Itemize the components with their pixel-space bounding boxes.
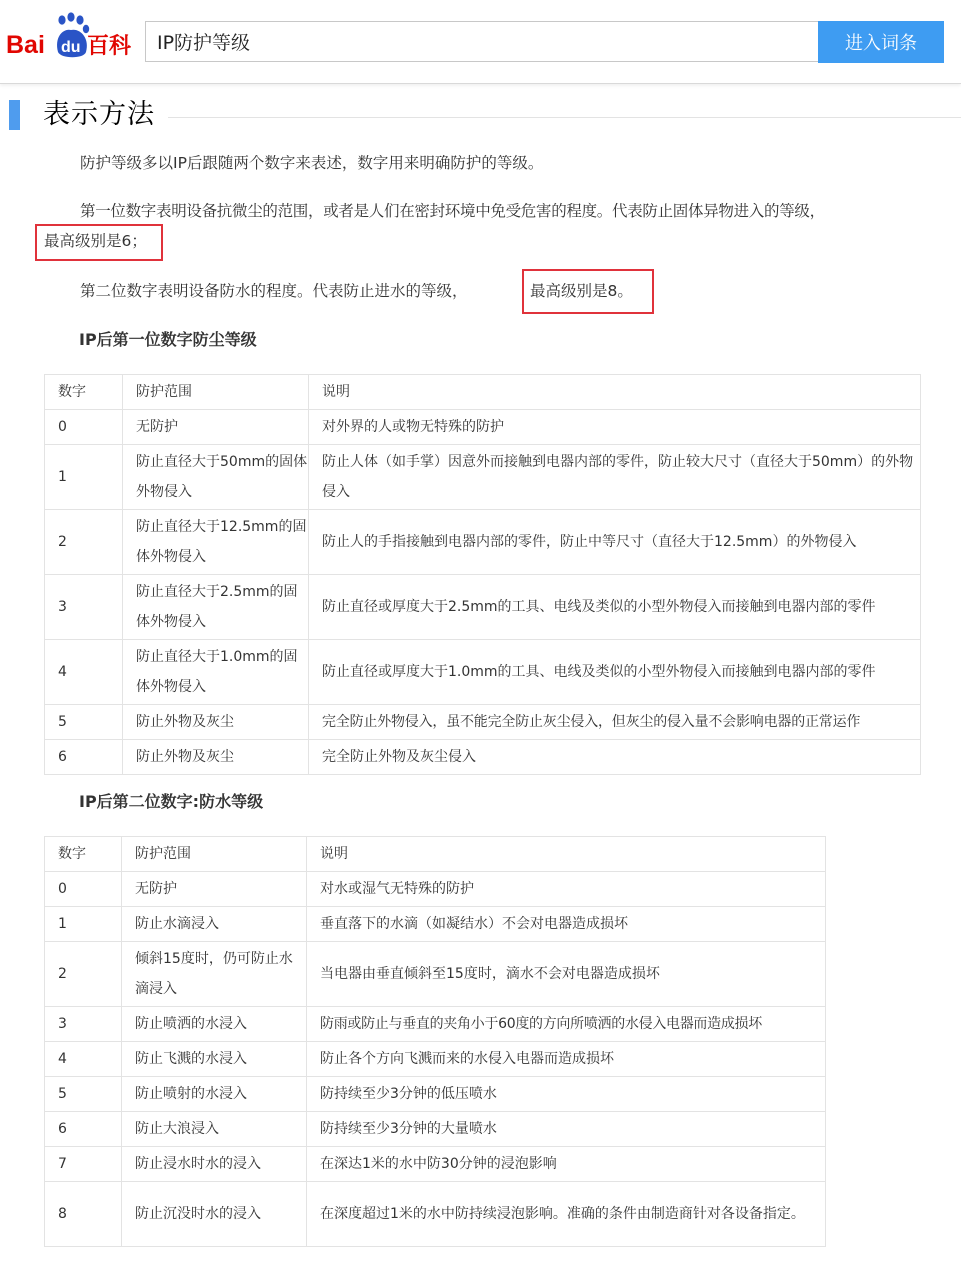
table-row bbox=[45, 510, 921, 575]
search-input[interactable] bbox=[146, 22, 818, 61]
cell-range: 防止大浪浸入 bbox=[122, 1112, 307, 1147]
cell-number: 3 bbox=[45, 575, 123, 640]
column-header-range: 防护范围 bbox=[122, 837, 307, 872]
paragraph-second-digit: 第二位数字表明设备防水的程度。代表防止进水的等级， bbox=[80, 282, 468, 300]
table-row bbox=[45, 1007, 826, 1042]
cell-desc: 对水或湿气无特殊的防护 bbox=[307, 872, 826, 907]
cell-range: 无防护 bbox=[123, 410, 309, 445]
svg-text:百科: 百科 bbox=[87, 34, 132, 59]
baidu-paw-icon bbox=[6, 12, 136, 62]
cell-number: 5 bbox=[45, 1077, 122, 1112]
cell-desc: 对外界的人或物无特殊的防护 bbox=[309, 410, 921, 445]
table-row bbox=[45, 942, 826, 1007]
cell-number: 2 bbox=[45, 510, 123, 575]
cell-number: 6 bbox=[45, 740, 123, 775]
table-row bbox=[45, 1077, 826, 1112]
table-row bbox=[45, 705, 921, 740]
cell-desc: 垂直落下的水滴（如凝结水）不会对电器造成损坏 bbox=[307, 907, 826, 942]
cell-desc: 防持续至少3分钟的低压喷水 bbox=[307, 1077, 826, 1112]
search-box bbox=[145, 21, 818, 62]
table-row bbox=[45, 907, 826, 942]
table-row bbox=[45, 1042, 826, 1077]
column-header-number: 数字 bbox=[45, 375, 123, 410]
cell-number: 4 bbox=[45, 640, 123, 705]
top-header bbox=[0, 0, 961, 84]
cell-range: 防止沉没时水的浸入 bbox=[122, 1182, 307, 1247]
column-header-range: 防护范围 bbox=[123, 375, 309, 410]
baidu-baike-logo[interactable] bbox=[6, 12, 136, 62]
cell-number: 1 bbox=[45, 445, 123, 510]
cell-range: 防止水滴浸入 bbox=[122, 907, 307, 942]
paragraph-intro: 防护等级多以IP后跟随两个数字来表述，数字用来明确防护的等级。 bbox=[80, 154, 544, 172]
highlight-box-second bbox=[522, 269, 654, 314]
cell-number: 4 bbox=[45, 1042, 122, 1077]
cell-desc: 当电器由垂直倾斜至15度时，滴水不会对电器造成损坏 bbox=[307, 942, 826, 1007]
column-header-desc: 说明 bbox=[309, 375, 921, 410]
water-table-heading: IP后第二位数字:防水等级 bbox=[79, 792, 264, 811]
first-digit-max-text: 最高级别是6； bbox=[44, 232, 147, 250]
cell-desc: 防止各个方向飞溅而来的水侵入电器而造成损坏 bbox=[307, 1042, 826, 1077]
table-row bbox=[45, 640, 921, 705]
dust-table-heading: IP后第一位数字防尘等级 bbox=[79, 330, 257, 349]
table-row bbox=[45, 1147, 826, 1182]
cell-range: 防止直径大于50mm的固体外物侵入 bbox=[123, 445, 309, 510]
cell-range: 防止喷洒的水浸入 bbox=[122, 1007, 307, 1042]
cell-number: 7 bbox=[45, 1147, 122, 1182]
cell-desc: 在深达1米的水中防30分钟的浸泡影响 bbox=[307, 1147, 826, 1182]
section-accent-bar bbox=[9, 100, 20, 130]
cell-number: 1 bbox=[45, 907, 122, 942]
svg-text:du: du bbox=[61, 39, 81, 56]
cell-range: 防止外物及灰尘 bbox=[123, 740, 309, 775]
cell-number: 2 bbox=[45, 942, 122, 1007]
table-header-row bbox=[45, 837, 826, 872]
table-header-row bbox=[45, 375, 921, 410]
cell-range: 无防护 bbox=[122, 872, 307, 907]
column-header-number: 数字 bbox=[45, 837, 122, 872]
cell-range: 倾斜15度时，仍可防止水滴浸入 bbox=[122, 942, 307, 1007]
table-row bbox=[45, 1112, 826, 1147]
cell-desc: 防雨或防止与垂直的夹角小于60度的方向所喷洒的水侵入电器而造成损坏 bbox=[307, 1007, 826, 1042]
cell-range: 防止外物及灰尘 bbox=[123, 705, 309, 740]
dust-protection-table bbox=[44, 374, 921, 775]
cell-range: 防止直径大于2.5mm的固体外物侵入 bbox=[123, 575, 309, 640]
water-protection-table bbox=[44, 836, 826, 1247]
column-header-desc: 说明 bbox=[307, 837, 826, 872]
cell-desc: 防持续至少3分钟的大量喷水 bbox=[307, 1112, 826, 1147]
cell-number: 0 bbox=[45, 410, 123, 445]
cell-number: 8 bbox=[45, 1182, 122, 1247]
cell-number: 0 bbox=[45, 872, 122, 907]
cell-range: 防止喷射的水浸入 bbox=[122, 1077, 307, 1112]
svg-text:Bai: Bai bbox=[6, 31, 45, 59]
cell-desc: 防止人的手指接触到电器内部的零件，防止中等尺寸（直径大于12.5mm）的外物侵入 bbox=[309, 510, 921, 575]
cell-desc: 防止直径或厚度大于2.5mm的工具、电线及类似的小型外物侵入而接触到电器内部的零件 bbox=[309, 575, 921, 640]
highlight-box-first bbox=[35, 224, 163, 261]
section-divider bbox=[168, 117, 961, 118]
cell-desc: 在深度超过1米的水中防持续浸泡影响。准确的条件由制造商针对各设备指定。 bbox=[307, 1182, 826, 1247]
cell-desc: 防止直径或厚度大于1.0mm的工具、电线及类似的小型外物侵入而接触到电器内部的零件 bbox=[309, 640, 921, 705]
cell-number: 3 bbox=[45, 1007, 122, 1042]
table-row bbox=[45, 1182, 826, 1247]
section-title: 表示方法 bbox=[43, 99, 155, 130]
table-row bbox=[45, 410, 921, 445]
table-row bbox=[45, 740, 921, 775]
cell-number: 6 bbox=[45, 1112, 122, 1147]
cell-range: 防止直径大于12.5mm的固体外物侵入 bbox=[123, 510, 309, 575]
second-digit-max-text: 最高级别是8。 bbox=[530, 282, 633, 300]
cell-desc: 完全防止外物及灰尘侵入 bbox=[309, 740, 921, 775]
table-row bbox=[45, 575, 921, 640]
cell-desc: 完全防止外物侵入，虽不能完全防止灰尘侵入，但灰尘的侵入量不会影响电器的正常运作 bbox=[309, 705, 921, 740]
enter-entry-button[interactable]: 进入词条 bbox=[818, 21, 944, 63]
cell-range: 防止飞溅的水浸入 bbox=[122, 1042, 307, 1077]
cell-range: 防止直径大于1.0mm的固体外物侵入 bbox=[123, 640, 309, 705]
cell-number: 5 bbox=[45, 705, 123, 740]
cell-desc: 防止人体（如手掌）因意外而接触到电器内部的零件，防止较大尺寸（直径大于50mm）的外物侵入 bbox=[309, 445, 921, 510]
table-row bbox=[45, 445, 921, 510]
cell-range: 防止浸水时水的浸入 bbox=[122, 1147, 307, 1182]
table-row bbox=[45, 872, 826, 907]
paragraph-first-digit: 第一位数字表明设备抗微尘的范围，或者是人们在密封环境中免受危害的程度。代表防止固体异物进入的等级， bbox=[80, 202, 825, 220]
